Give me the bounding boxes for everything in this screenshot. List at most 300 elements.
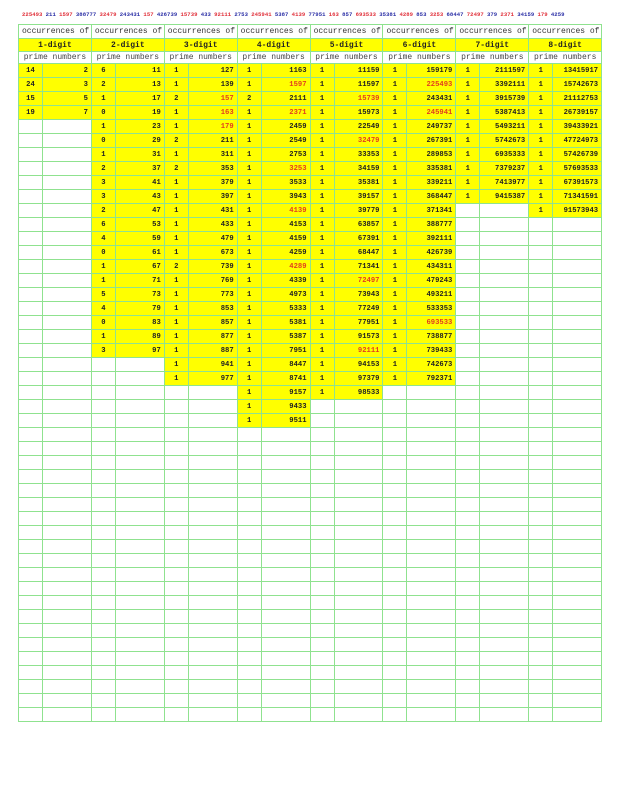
prime-number [480, 386, 529, 400]
occurrence-count [383, 666, 407, 680]
occurrence-count: 1 [164, 148, 188, 162]
occurrence-count [164, 456, 188, 470]
occurrence-count: 1 [310, 288, 334, 302]
occurrence-count [529, 540, 553, 554]
prime-number [553, 526, 602, 540]
occurrence-count [529, 218, 553, 232]
occurrence-count [19, 386, 43, 400]
occurrence-count [91, 470, 115, 484]
header-prime-numbers-cell: prime numbers [383, 52, 456, 64]
occurrence-count: 1 [383, 246, 407, 260]
prime-number [334, 652, 383, 666]
prime-number [188, 680, 237, 694]
prime-number [188, 428, 237, 442]
prime-number: 533353 [407, 302, 456, 316]
table-row [19, 120, 602, 134]
occurrence-count [91, 372, 115, 386]
prime-number: 22549 [334, 120, 383, 134]
prime-number: 3533 [261, 176, 310, 190]
prime-number: 738877 [407, 330, 456, 344]
header-occurrences-cell: occurrences of [310, 25, 383, 39]
occurrence-count [310, 624, 334, 638]
occurrence-count [529, 274, 553, 288]
occurrence-count [310, 512, 334, 526]
prime-number [407, 708, 456, 722]
occurrence-count [19, 260, 43, 274]
occurrence-count [456, 414, 480, 428]
prime-number: 47724973 [553, 134, 602, 148]
occurrence-count [456, 652, 480, 666]
occurrence-count [19, 512, 43, 526]
table-row [19, 666, 602, 680]
occurrence-count [383, 680, 407, 694]
prime-number [480, 232, 529, 246]
header-digit-group [19, 39, 602, 52]
occurrence-count: 1 [383, 64, 407, 78]
occurrence-count: 15 [19, 92, 43, 106]
occurrence-count [164, 428, 188, 442]
prime-number [261, 456, 310, 470]
prime-number [553, 302, 602, 316]
prime-number [553, 274, 602, 288]
occurrence-count [456, 218, 480, 232]
prime-number [43, 260, 92, 274]
prime-number [334, 498, 383, 512]
occurrence-count [456, 596, 480, 610]
occurrence-count [310, 638, 334, 652]
occurrence-count [19, 176, 43, 190]
prime-number [43, 456, 92, 470]
sequence-number: 426739 [156, 11, 178, 18]
sequence-number: 379 [486, 11, 498, 18]
occurrence-count: 1 [456, 64, 480, 78]
prime-number [334, 708, 383, 722]
occurrence-count [456, 582, 480, 596]
header-occurrences-cell: occurrences of [164, 25, 237, 39]
prime-number: 63857 [334, 218, 383, 232]
occurrence-count: 1 [237, 274, 261, 288]
occurrence-count [19, 316, 43, 330]
prime-number [407, 666, 456, 680]
table-row [19, 680, 602, 694]
occurrence-count [91, 596, 115, 610]
prime-number [43, 148, 92, 162]
occurrence-count: 1 [310, 386, 334, 400]
table-row [19, 526, 602, 540]
table-row [19, 162, 602, 176]
occurrence-count [19, 568, 43, 582]
occurrence-count: 1 [164, 218, 188, 232]
prime-number [261, 498, 310, 512]
prime-number: 29 [115, 134, 164, 148]
occurrence-count [19, 694, 43, 708]
prime-number [261, 638, 310, 652]
occurrence-count: 1 [456, 120, 480, 134]
occurrence-count: 1 [383, 176, 407, 190]
occurrence-count [91, 386, 115, 400]
occurrence-count: 1 [164, 204, 188, 218]
prime-number: 245941 [407, 106, 456, 120]
occurrence-count: 1 [529, 120, 553, 134]
occurrence-count: 1 [529, 92, 553, 106]
occurrence-count [529, 400, 553, 414]
prime-number [43, 554, 92, 568]
header-digit-group-cell: 8-digit [529, 39, 602, 52]
prime-number: 9433 [261, 400, 310, 414]
prime-number: 792371 [407, 372, 456, 386]
prime-number: 71 [115, 274, 164, 288]
prime-number: 853 [188, 302, 237, 316]
occurrence-count [237, 694, 261, 708]
occurrence-count [383, 526, 407, 540]
prime-number [43, 372, 92, 386]
occurrence-count [19, 120, 43, 134]
sequence-number: 243431 [119, 11, 141, 18]
occurrence-count [529, 358, 553, 372]
occurrence-count: 2 [164, 162, 188, 176]
prime-number [334, 554, 383, 568]
prime-number: 11159 [334, 64, 383, 78]
sequence-number: 433 [200, 11, 211, 18]
occurrence-count [310, 554, 334, 568]
prime-number: 159179 [407, 64, 456, 78]
prime-number [188, 568, 237, 582]
occurrence-count [310, 680, 334, 694]
table-row [19, 512, 602, 526]
prime-number [261, 540, 310, 554]
occurrence-count: 5 [91, 288, 115, 302]
prime-number: 673 [188, 246, 237, 260]
header-digit-group-cell: 2-digit [91, 39, 164, 52]
prime-number [43, 540, 92, 554]
prime-number [43, 680, 92, 694]
prime-number [553, 610, 602, 624]
prime-number [334, 456, 383, 470]
occurrence-count [383, 414, 407, 428]
occurrence-count [383, 498, 407, 512]
prime-number: 211 [188, 134, 237, 148]
occurrence-count [310, 540, 334, 554]
header-occurrences-cell: occurrences of [383, 25, 456, 39]
prime-number: 877 [188, 330, 237, 344]
occurrence-count [19, 400, 43, 414]
occurrence-count [19, 274, 43, 288]
prime-number: 47 [115, 204, 164, 218]
occurrence-count: 1 [164, 344, 188, 358]
occurrence-count [456, 568, 480, 582]
occurrence-count [19, 232, 43, 246]
occurrence-count: 1 [237, 400, 261, 414]
occurrence-count: 1 [237, 316, 261, 330]
occurrence-count [91, 666, 115, 680]
occurrence-count [310, 484, 334, 498]
prime-number [480, 344, 529, 358]
prime-number: 3392111 [480, 78, 529, 92]
occurrence-count [383, 610, 407, 624]
occurrence-count [456, 498, 480, 512]
prime-number [553, 442, 602, 456]
occurrence-count: 1 [310, 344, 334, 358]
prime-number [115, 666, 164, 680]
occurrence-count: 4 [91, 232, 115, 246]
occurrence-count [310, 694, 334, 708]
prime-number [43, 176, 92, 190]
occurrence-count: 0 [91, 106, 115, 120]
table-row [19, 232, 602, 246]
header-occurrences-cell: occurrences of [237, 25, 310, 39]
sequence-number: 15739 [180, 11, 198, 18]
prime-number [43, 582, 92, 596]
prime-number [553, 554, 602, 568]
prime-number: 289853 [407, 148, 456, 162]
occurrence-count [91, 456, 115, 470]
sequence-number: 32479 [99, 11, 117, 18]
occurrence-count: 24 [19, 78, 43, 92]
occurrence-count [383, 638, 407, 652]
prime-number [43, 652, 92, 666]
occurrence-count: 1 [456, 92, 480, 106]
prime-number: 368447 [407, 190, 456, 204]
occurrence-count: 1 [164, 330, 188, 344]
occurrence-count [91, 652, 115, 666]
prime-number [553, 624, 602, 638]
header-prime-numbers-cell: prime numbers [19, 52, 92, 64]
prime-number [115, 358, 164, 372]
prime-number: 7413977 [480, 176, 529, 190]
header-digit-group-cell: 5-digit [310, 39, 383, 52]
prime-number: 5381 [261, 316, 310, 330]
prime-number [43, 484, 92, 498]
prime-number [334, 540, 383, 554]
prime-number [43, 400, 92, 414]
sequence-number: 211 [45, 11, 56, 18]
table-row [19, 568, 602, 582]
header-digit-group-cell: 1-digit [19, 39, 92, 52]
header-prime-numbers-cell: prime numbers [91, 52, 164, 64]
occurrence-count [383, 442, 407, 456]
prime-number [115, 498, 164, 512]
occurrence-count [91, 582, 115, 596]
occurrence-count [19, 610, 43, 624]
occurrence-count [237, 596, 261, 610]
prime-number [261, 554, 310, 568]
prime-number [407, 386, 456, 400]
prime-number: 1163 [261, 64, 310, 78]
table-row [19, 106, 602, 120]
prime-number [188, 596, 237, 610]
prime-number [480, 246, 529, 260]
prime-number [553, 540, 602, 554]
prime-number [43, 414, 92, 428]
table-row [19, 64, 602, 78]
prime-number: 769 [188, 274, 237, 288]
prime-number [407, 470, 456, 484]
prime-number: 127 [188, 64, 237, 78]
prime-number: 742673 [407, 358, 456, 372]
prime-number: 479 [188, 232, 237, 246]
prime-number: 434311 [407, 260, 456, 274]
occurrence-count [19, 134, 43, 148]
occurrence-count [383, 708, 407, 722]
occurrence-count [310, 610, 334, 624]
prime-number: 11597 [334, 78, 383, 92]
occurrence-count [456, 610, 480, 624]
occurrence-count [91, 638, 115, 652]
occurrence-count: 1 [164, 106, 188, 120]
header-occurrences-cell: occurrences of [529, 25, 602, 39]
prime-number: 493211 [407, 288, 456, 302]
prime-number [43, 134, 92, 148]
occurrence-count [91, 624, 115, 638]
occurrence-count: 1 [310, 176, 334, 190]
prime-number [188, 554, 237, 568]
prime-number: 9511 [261, 414, 310, 428]
prime-number [407, 400, 456, 414]
prime-number: 39157 [334, 190, 383, 204]
prime-number: 91573 [334, 330, 383, 344]
prime-number [480, 260, 529, 274]
prime-number [553, 666, 602, 680]
occurrence-count [310, 400, 334, 414]
prime-number: 91573943 [553, 204, 602, 218]
prime-number: 5493211 [480, 120, 529, 134]
occurrence-count: 2 [164, 92, 188, 106]
prime-number [480, 302, 529, 316]
prime-number [43, 498, 92, 512]
prime-number [553, 428, 602, 442]
header-digit-group-cell: 3-digit [164, 39, 237, 52]
prime-number [407, 484, 456, 498]
table-row [19, 484, 602, 498]
prime-number: 479243 [407, 274, 456, 288]
occurrence-count [529, 526, 553, 540]
prime-number [334, 680, 383, 694]
occurrence-count: 1 [310, 274, 334, 288]
occurrence-count: 1 [383, 78, 407, 92]
prime-sequence [22, 11, 612, 18]
prime-number: 32479 [334, 134, 383, 148]
occurrence-count: 1 [237, 148, 261, 162]
table-row [19, 176, 602, 190]
occurrence-count [164, 414, 188, 428]
prime-number: 3915739 [480, 92, 529, 106]
prime-number: 335381 [407, 162, 456, 176]
prime-number: 97 [115, 344, 164, 358]
prime-number [188, 386, 237, 400]
prime-number [480, 274, 529, 288]
prime-number [43, 442, 92, 456]
prime-number: 33353 [334, 148, 383, 162]
prime-number: 4289 [261, 260, 310, 274]
prime-number: 83 [115, 316, 164, 330]
occurrence-count [529, 652, 553, 666]
occurrence-count: 1 [91, 120, 115, 134]
prime-number: 1597 [261, 78, 310, 92]
prime-number: 15739 [334, 92, 383, 106]
prime-number: 739 [188, 260, 237, 274]
occurrence-count [310, 708, 334, 722]
prime-number [188, 400, 237, 414]
table-row [19, 652, 602, 666]
prime-number [480, 498, 529, 512]
prime-number: 71341591 [553, 190, 602, 204]
occurrence-count [164, 400, 188, 414]
prime-number [553, 400, 602, 414]
prime-number: 388777 [407, 218, 456, 232]
table-row [19, 582, 602, 596]
prime-number [407, 512, 456, 526]
occurrence-count: 1 [456, 78, 480, 92]
prime-number [115, 428, 164, 442]
occurrence-count [529, 456, 553, 470]
occurrence-count: 19 [19, 106, 43, 120]
occurrence-count [456, 400, 480, 414]
occurrence-count [529, 428, 553, 442]
occurrence-count [529, 694, 553, 708]
occurrence-count [237, 442, 261, 456]
header-digit-group-cell: 7-digit [456, 39, 529, 52]
occurrence-count: 1 [237, 134, 261, 148]
prime-number [334, 442, 383, 456]
occurrence-count [237, 652, 261, 666]
occurrence-count [164, 512, 188, 526]
occurrence-count: 1 [456, 148, 480, 162]
occurrence-count: 1 [310, 246, 334, 260]
occurrence-count [529, 610, 553, 624]
occurrence-count: 1 [529, 106, 553, 120]
prime-number [553, 568, 602, 582]
prime-number [480, 288, 529, 302]
occurrence-count [529, 666, 553, 680]
prime-number [188, 652, 237, 666]
occurrence-count [456, 372, 480, 386]
occurrence-count [19, 484, 43, 498]
occurrence-count [164, 568, 188, 582]
prime-number: 5742673 [480, 134, 529, 148]
prime-number [43, 358, 92, 372]
occurrence-count [529, 554, 553, 568]
prime-number [188, 540, 237, 554]
occurrence-count [237, 456, 261, 470]
prime-number: 67 [115, 260, 164, 274]
occurrence-count: 1 [310, 134, 334, 148]
prime-number: 26739157 [553, 106, 602, 120]
table-row [19, 148, 602, 162]
header-occurrences [19, 25, 602, 39]
table-row [19, 330, 602, 344]
occurrence-count [310, 414, 334, 428]
prime-number [480, 680, 529, 694]
header-prime-numbers [19, 52, 602, 64]
occurrence-count [456, 526, 480, 540]
prime-number: 61 [115, 246, 164, 260]
prime-number [553, 344, 602, 358]
prime-number [480, 442, 529, 456]
occurrence-count: 1 [383, 232, 407, 246]
prime-number [43, 624, 92, 638]
occurrence-count: 1 [237, 302, 261, 316]
prime-number [553, 330, 602, 344]
sequence-number: 77951 [308, 11, 326, 18]
occurrence-count: 1 [383, 372, 407, 386]
prime-number: 8447 [261, 358, 310, 372]
occurrence-count [529, 246, 553, 260]
prime-number: 4973 [261, 288, 310, 302]
table-row [19, 358, 602, 372]
occurrence-count: 1 [529, 204, 553, 218]
occurrence-count: 1 [383, 204, 407, 218]
prime-number [188, 484, 237, 498]
